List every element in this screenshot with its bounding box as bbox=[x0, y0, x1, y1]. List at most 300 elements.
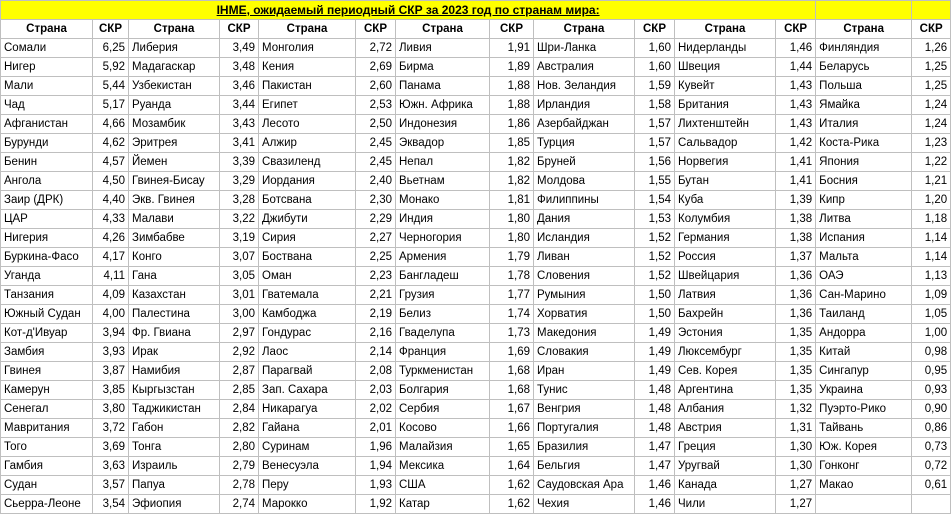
tfr-cell[interactable]: 2,14 bbox=[356, 343, 396, 362]
country-cell[interactable]: Косово bbox=[396, 419, 490, 438]
tfr-cell[interactable]: 3,39 bbox=[220, 153, 259, 172]
tfr-cell[interactable]: 4,17 bbox=[93, 248, 129, 267]
country-cell[interactable]: Гвинея bbox=[1, 362, 93, 381]
country-cell[interactable]: Ливан bbox=[534, 248, 635, 267]
country-cell[interactable]: Юж. Корея bbox=[816, 438, 912, 457]
tfr-cell[interactable]: 0,73 bbox=[912, 438, 951, 457]
header-tfr[interactable]: СКР bbox=[93, 20, 129, 39]
country-cell[interactable]: Азербайджан bbox=[534, 115, 635, 134]
country-cell[interactable]: Гана bbox=[129, 267, 220, 286]
tfr-cell[interactable]: 1,48 bbox=[635, 400, 675, 419]
tfr-cell[interactable]: 1,73 bbox=[490, 324, 534, 343]
tfr-cell[interactable]: 2,21 bbox=[356, 286, 396, 305]
country-cell[interactable]: Южн. Африка bbox=[396, 96, 490, 115]
country-cell[interactable]: Румыния bbox=[534, 286, 635, 305]
tfr-cell[interactable]: 1,44 bbox=[776, 58, 816, 77]
tfr-cell[interactable]: 2,02 bbox=[356, 400, 396, 419]
tfr-cell[interactable]: 2,03 bbox=[356, 381, 396, 400]
header-country[interactable]: Страна bbox=[396, 20, 490, 39]
tfr-cell[interactable]: 1,82 bbox=[490, 172, 534, 191]
header-country[interactable]: Страна bbox=[534, 20, 635, 39]
tfr-cell[interactable]: 1,49 bbox=[635, 324, 675, 343]
country-cell[interactable]: Перу bbox=[259, 476, 356, 495]
tfr-cell[interactable]: 0,72 bbox=[912, 457, 951, 476]
tfr-cell[interactable]: 3,41 bbox=[220, 134, 259, 153]
tfr-cell[interactable]: 1,60 bbox=[635, 58, 675, 77]
tfr-cell[interactable]: 2,27 bbox=[356, 229, 396, 248]
tfr-cell[interactable]: 2,19 bbox=[356, 305, 396, 324]
tfr-cell[interactable]: 1,27 bbox=[776, 476, 816, 495]
country-cell[interactable]: Мальта bbox=[816, 248, 912, 267]
country-cell[interactable]: Зимбабве bbox=[129, 229, 220, 248]
tfr-cell[interactable]: 5,17 bbox=[93, 96, 129, 115]
country-cell[interactable]: Непал bbox=[396, 153, 490, 172]
country-cell[interactable]: Фр. Гвиана bbox=[129, 324, 220, 343]
country-cell[interactable]: Бруней bbox=[534, 153, 635, 172]
tfr-cell[interactable]: 4,40 bbox=[93, 191, 129, 210]
country-cell[interactable]: Словения bbox=[534, 267, 635, 286]
tfr-cell[interactable]: 2,79 bbox=[220, 457, 259, 476]
tfr-cell[interactable]: 1,35 bbox=[776, 362, 816, 381]
tfr-cell[interactable]: 1,50 bbox=[635, 286, 675, 305]
country-cell[interactable]: Йемен bbox=[129, 153, 220, 172]
country-cell[interactable]: Камерун bbox=[1, 381, 93, 400]
country-cell[interactable]: Заир (ДРК) bbox=[1, 191, 93, 210]
tfr-cell[interactable]: 2,53 bbox=[356, 96, 396, 115]
country-cell[interactable]: Чад bbox=[1, 96, 93, 115]
country-cell[interactable]: Франция bbox=[396, 343, 490, 362]
country-cell[interactable]: Сальвадор bbox=[675, 134, 776, 153]
country-cell[interactable]: Судан bbox=[1, 476, 93, 495]
tfr-cell[interactable]: 2,23 bbox=[356, 267, 396, 286]
country-cell[interactable]: Гватемала bbox=[259, 286, 356, 305]
country-cell[interactable]: Кот-д'Ивуар bbox=[1, 324, 93, 343]
tfr-cell[interactable]: 4,62 bbox=[93, 134, 129, 153]
country-cell[interactable]: Замбия bbox=[1, 343, 93, 362]
country-cell[interactable]: Швеция bbox=[675, 58, 776, 77]
country-cell[interactable]: Венесуэла bbox=[259, 457, 356, 476]
country-cell[interactable]: Македония bbox=[534, 324, 635, 343]
tfr-cell[interactable]: 1,31 bbox=[776, 419, 816, 438]
header-country[interactable]: Страна bbox=[675, 20, 776, 39]
country-cell[interactable]: Бирма bbox=[396, 58, 490, 77]
tfr-cell[interactable]: 1,48 bbox=[635, 381, 675, 400]
tfr-cell[interactable]: 1,60 bbox=[635, 39, 675, 58]
country-cell[interactable]: Черногория bbox=[396, 229, 490, 248]
tfr-cell[interactable]: 1,30 bbox=[776, 457, 816, 476]
tfr-cell[interactable]: 3,93 bbox=[93, 343, 129, 362]
country-cell[interactable]: Намибия bbox=[129, 362, 220, 381]
tfr-cell[interactable]: 1,35 bbox=[776, 343, 816, 362]
tfr-cell[interactable]: 1,78 bbox=[490, 267, 534, 286]
tfr-cell[interactable]: 1,21 bbox=[912, 172, 951, 191]
country-cell[interactable]: Сев. Корея bbox=[675, 362, 776, 381]
country-cell[interactable]: Беларусь bbox=[816, 58, 912, 77]
sheet-title[interactable]: IHME, ожидаемый периодный СКР за 2023 год по странам мира: bbox=[1, 1, 816, 20]
country-cell[interactable]: Афганистан bbox=[1, 115, 93, 134]
header-country[interactable]: Страна bbox=[816, 20, 912, 39]
header-tfr[interactable]: СКР bbox=[220, 20, 259, 39]
tfr-cell[interactable]: 1,68 bbox=[490, 362, 534, 381]
tfr-cell[interactable]: 4,00 bbox=[93, 305, 129, 324]
tfr-cell[interactable]: 2,74 bbox=[220, 495, 259, 514]
tfr-cell[interactable]: 1,58 bbox=[635, 96, 675, 115]
tfr-cell[interactable]: 1,88 bbox=[490, 77, 534, 96]
header-tfr[interactable]: СКР bbox=[912, 20, 951, 39]
tfr-cell[interactable]: 1,80 bbox=[490, 229, 534, 248]
tfr-cell[interactable]: 0,93 bbox=[912, 381, 951, 400]
country-cell[interactable]: Британия bbox=[675, 96, 776, 115]
tfr-cell[interactable]: 2,82 bbox=[220, 419, 259, 438]
country-cell[interactable]: Малайзия bbox=[396, 438, 490, 457]
country-cell[interactable]: Финляндия bbox=[816, 39, 912, 58]
tfr-cell[interactable]: 3,57 bbox=[93, 476, 129, 495]
tfr-cell[interactable]: 1,91 bbox=[490, 39, 534, 58]
country-cell[interactable]: Лихтенштейн bbox=[675, 115, 776, 134]
tfr-cell[interactable]: 3,80 bbox=[93, 400, 129, 419]
country-cell[interactable]: Грузия bbox=[396, 286, 490, 305]
header-tfr[interactable]: СКР bbox=[776, 20, 816, 39]
tfr-cell[interactable]: 1,27 bbox=[776, 495, 816, 514]
tfr-cell[interactable]: 1,36 bbox=[776, 267, 816, 286]
tfr-cell[interactable]: 3,63 bbox=[93, 457, 129, 476]
country-cell[interactable]: Канада bbox=[675, 476, 776, 495]
tfr-cell[interactable]: 1,62 bbox=[490, 495, 534, 514]
tfr-cell[interactable]: 1,94 bbox=[356, 457, 396, 476]
country-cell[interactable]: Ирак bbox=[129, 343, 220, 362]
country-cell[interactable]: Бахрейн bbox=[675, 305, 776, 324]
tfr-cell[interactable]: 6,25 bbox=[93, 39, 129, 58]
tfr-cell[interactable]: 1,41 bbox=[776, 153, 816, 172]
tfr-cell[interactable]: 3,05 bbox=[220, 267, 259, 286]
tfr-cell[interactable]: 0,86 bbox=[912, 419, 951, 438]
country-cell[interactable]: Кыргызстан bbox=[129, 381, 220, 400]
tfr-cell[interactable]: 1,82 bbox=[490, 153, 534, 172]
country-cell[interactable]: Зап. Сахара bbox=[259, 381, 356, 400]
tfr-cell[interactable]: 1,56 bbox=[635, 153, 675, 172]
tfr-cell[interactable]: 2,16 bbox=[356, 324, 396, 343]
country-cell[interactable]: Мозамбик bbox=[129, 115, 220, 134]
country-cell[interactable]: Мали bbox=[1, 77, 93, 96]
tfr-cell[interactable]: 2,69 bbox=[356, 58, 396, 77]
tfr-cell[interactable]: 0,98 bbox=[912, 343, 951, 362]
tfr-cell[interactable]: 2,84 bbox=[220, 400, 259, 419]
tfr-cell[interactable]: 1,48 bbox=[635, 419, 675, 438]
tfr-cell[interactable]: 2,45 bbox=[356, 153, 396, 172]
tfr-cell[interactable]: 3,49 bbox=[220, 39, 259, 58]
country-cell[interactable]: Аргентина bbox=[675, 381, 776, 400]
country-cell[interactable]: Норвегия bbox=[675, 153, 776, 172]
tfr-cell[interactable]: 1,25 bbox=[912, 58, 951, 77]
country-cell[interactable]: Палестина bbox=[129, 305, 220, 324]
country-cell[interactable]: Пуэрто-Рико bbox=[816, 400, 912, 419]
country-cell[interactable]: США bbox=[396, 476, 490, 495]
tfr-cell[interactable]: 1,46 bbox=[635, 476, 675, 495]
country-cell[interactable]: Израиль bbox=[129, 457, 220, 476]
country-cell[interactable]: Чили bbox=[675, 495, 776, 514]
country-cell[interactable]: Бутан bbox=[675, 172, 776, 191]
country-cell[interactable]: Туркменистан bbox=[396, 362, 490, 381]
country-cell[interactable]: Таджикистан bbox=[129, 400, 220, 419]
tfr-cell[interactable]: 1,43 bbox=[776, 77, 816, 96]
country-cell[interactable]: Колумбия bbox=[675, 210, 776, 229]
tfr-cell[interactable]: 1,77 bbox=[490, 286, 534, 305]
country-cell[interactable]: Эфиопия bbox=[129, 495, 220, 514]
tfr-cell[interactable]: 1,53 bbox=[635, 210, 675, 229]
country-cell[interactable]: Исландия bbox=[534, 229, 635, 248]
tfr-cell[interactable]: 0,95 bbox=[912, 362, 951, 381]
tfr-cell[interactable]: 1,46 bbox=[776, 39, 816, 58]
country-cell[interactable]: Сан-Марино bbox=[816, 286, 912, 305]
tfr-cell[interactable]: 2,25 bbox=[356, 248, 396, 267]
country-cell[interactable]: Эквадор bbox=[396, 134, 490, 153]
country-cell[interactable]: Камбоджа bbox=[259, 305, 356, 324]
country-cell[interactable]: Катар bbox=[396, 495, 490, 514]
tfr-cell[interactable]: 1,59 bbox=[635, 77, 675, 96]
country-cell[interactable]: Индонезия bbox=[396, 115, 490, 134]
tfr-cell[interactable]: 3,22 bbox=[220, 210, 259, 229]
tfr-cell[interactable]: 3,72 bbox=[93, 419, 129, 438]
country-cell[interactable]: Ботсвана bbox=[259, 191, 356, 210]
tfr-cell[interactable]: 0,90 bbox=[912, 400, 951, 419]
tfr-cell[interactable]: 1,39 bbox=[776, 191, 816, 210]
country-cell[interactable]: Сьерра-Леоне bbox=[1, 495, 93, 514]
country-cell[interactable]: Ямайка bbox=[816, 96, 912, 115]
tfr-cell[interactable]: 1,65 bbox=[490, 438, 534, 457]
tfr-cell[interactable]: 4,66 bbox=[93, 115, 129, 134]
country-cell[interactable]: Германия bbox=[675, 229, 776, 248]
country-cell[interactable]: Парагвай bbox=[259, 362, 356, 381]
country-cell[interactable]: Оман bbox=[259, 267, 356, 286]
country-cell[interactable]: Вьетнам bbox=[396, 172, 490, 191]
country-cell[interactable]: Армения bbox=[396, 248, 490, 267]
country-cell[interactable]: Алжир bbox=[259, 134, 356, 153]
tfr-cell[interactable]: 3,94 bbox=[93, 324, 129, 343]
country-cell[interactable]: Лесото bbox=[259, 115, 356, 134]
tfr-cell[interactable]: 3,69 bbox=[93, 438, 129, 457]
country-cell[interactable]: Уругвай bbox=[675, 457, 776, 476]
empty-cell[interactable] bbox=[912, 1, 951, 20]
tfr-cell[interactable]: 1,79 bbox=[490, 248, 534, 267]
tfr-cell[interactable]: 1,69 bbox=[490, 343, 534, 362]
country-cell[interactable]: Бразилия bbox=[534, 438, 635, 457]
tfr-cell[interactable]: 1,46 bbox=[635, 495, 675, 514]
country-cell[interactable]: Гайана bbox=[259, 419, 356, 438]
country-cell[interactable]: Гвинея-Бисау bbox=[129, 172, 220, 191]
country-cell[interactable]: Ливия bbox=[396, 39, 490, 58]
country-cell[interactable]: Ангола bbox=[1, 172, 93, 191]
tfr-cell[interactable]: 1,22 bbox=[912, 153, 951, 172]
country-cell[interactable]: Пакистан bbox=[259, 77, 356, 96]
tfr-cell[interactable]: 1,41 bbox=[776, 172, 816, 191]
tfr-cell[interactable]: 1,43 bbox=[776, 96, 816, 115]
country-cell[interactable]: Буркина-Фасо bbox=[1, 248, 93, 267]
tfr-cell[interactable]: 1,09 bbox=[912, 286, 951, 305]
tfr-cell[interactable]: 5,92 bbox=[93, 58, 129, 77]
tfr-cell[interactable]: 3,85 bbox=[93, 381, 129, 400]
country-cell[interactable]: Швейцария bbox=[675, 267, 776, 286]
tfr-cell[interactable]: 3,87 bbox=[93, 362, 129, 381]
tfr-cell[interactable]: 2,01 bbox=[356, 419, 396, 438]
country-cell[interactable]: Испания bbox=[816, 229, 912, 248]
tfr-cell[interactable]: 2,97 bbox=[220, 324, 259, 343]
country-cell[interactable]: Шри-Ланка bbox=[534, 39, 635, 58]
country-cell[interactable]: Чехия bbox=[534, 495, 635, 514]
country-cell[interactable]: Мавритания bbox=[1, 419, 93, 438]
tfr-cell[interactable]: 1,47 bbox=[635, 438, 675, 457]
country-cell[interactable]: Гваделупа bbox=[396, 324, 490, 343]
tfr-cell[interactable]: 1,66 bbox=[490, 419, 534, 438]
country-cell[interactable]: Египет bbox=[259, 96, 356, 115]
tfr-cell[interactable]: 1,37 bbox=[776, 248, 816, 267]
country-cell[interactable]: Сенегал bbox=[1, 400, 93, 419]
tfr-cell[interactable]: 1,00 bbox=[912, 324, 951, 343]
tfr-cell[interactable]: 1,81 bbox=[490, 191, 534, 210]
header-tfr[interactable]: СКР bbox=[490, 20, 534, 39]
tfr-cell[interactable]: 1,50 bbox=[635, 305, 675, 324]
tfr-cell[interactable]: 1,35 bbox=[776, 381, 816, 400]
tfr-cell[interactable]: 1,49 bbox=[635, 343, 675, 362]
country-cell[interactable]: Гамбия bbox=[1, 457, 93, 476]
country-cell[interactable]: Руанда bbox=[129, 96, 220, 115]
country-cell[interactable]: Австралия bbox=[534, 58, 635, 77]
tfr-cell[interactable]: 4,33 bbox=[93, 210, 129, 229]
tfr-cell[interactable]: 2,40 bbox=[356, 172, 396, 191]
country-cell[interactable]: Монако bbox=[396, 191, 490, 210]
tfr-cell[interactable]: 4,09 bbox=[93, 286, 129, 305]
country-cell[interactable]: Нов. Зеландия bbox=[534, 77, 635, 96]
tfr-cell[interactable]: 1,05 bbox=[912, 305, 951, 324]
tfr-cell[interactable]: 1,36 bbox=[776, 305, 816, 324]
header-tfr[interactable]: СКР bbox=[356, 20, 396, 39]
country-cell[interactable]: Сингапур bbox=[816, 362, 912, 381]
tfr-cell[interactable]: 1,49 bbox=[635, 362, 675, 381]
tfr-cell[interactable]: 3,00 bbox=[220, 305, 259, 324]
country-cell[interactable] bbox=[816, 495, 912, 514]
tfr-cell[interactable]: 1,38 bbox=[776, 229, 816, 248]
country-cell[interactable]: Гонконг bbox=[816, 457, 912, 476]
country-cell[interactable]: Андорра bbox=[816, 324, 912, 343]
country-cell[interactable]: Боствана bbox=[259, 248, 356, 267]
country-cell[interactable]: Таиланд bbox=[816, 305, 912, 324]
country-cell[interactable]: ОАЭ bbox=[816, 267, 912, 286]
tfr-cell[interactable]: 1,52 bbox=[635, 267, 675, 286]
country-cell[interactable]: Ирландия bbox=[534, 96, 635, 115]
country-cell[interactable]: Италия bbox=[816, 115, 912, 134]
country-cell[interactable]: Нигер bbox=[1, 58, 93, 77]
tfr-cell[interactable]: 2,78 bbox=[220, 476, 259, 495]
country-cell[interactable]: Кения bbox=[259, 58, 356, 77]
country-cell[interactable]: Южный Судан bbox=[1, 305, 93, 324]
tfr-cell[interactable]: 2,50 bbox=[356, 115, 396, 134]
tfr-cell[interactable]: 3,48 bbox=[220, 58, 259, 77]
country-cell[interactable]: Эритрея bbox=[129, 134, 220, 153]
tfr-cell[interactable]: 1,52 bbox=[635, 248, 675, 267]
country-cell[interactable]: Россия bbox=[675, 248, 776, 267]
tfr-cell[interactable]: 4,11 bbox=[93, 267, 129, 286]
tfr-cell[interactable]: 1,42 bbox=[776, 134, 816, 153]
header-country[interactable]: Страна bbox=[1, 20, 93, 39]
tfr-cell[interactable]: 4,26 bbox=[93, 229, 129, 248]
tfr-cell[interactable]: 2,30 bbox=[356, 191, 396, 210]
country-cell[interactable]: Нигерия bbox=[1, 229, 93, 248]
tfr-cell[interactable]: 1,24 bbox=[912, 96, 951, 115]
tfr-cell[interactable]: 1,93 bbox=[356, 476, 396, 495]
country-cell[interactable]: Бенин bbox=[1, 153, 93, 172]
country-cell[interactable]: Малави bbox=[129, 210, 220, 229]
country-cell[interactable]: Босния bbox=[816, 172, 912, 191]
tfr-cell[interactable]: 1,26 bbox=[912, 39, 951, 58]
country-cell[interactable]: Нидерланды bbox=[675, 39, 776, 58]
tfr-cell[interactable]: 1,57 bbox=[635, 134, 675, 153]
tfr-cell[interactable]: 3,43 bbox=[220, 115, 259, 134]
tfr-cell[interactable]: 1,80 bbox=[490, 210, 534, 229]
country-cell[interactable]: Белиз bbox=[396, 305, 490, 324]
tfr-cell[interactable]: 0,61 bbox=[912, 476, 951, 495]
country-cell[interactable]: Тонга bbox=[129, 438, 220, 457]
tfr-cell[interactable]: 2,08 bbox=[356, 362, 396, 381]
country-cell[interactable]: Сомали bbox=[1, 39, 93, 58]
country-cell[interactable]: Кипр bbox=[816, 191, 912, 210]
tfr-cell[interactable]: 2,29 bbox=[356, 210, 396, 229]
country-cell[interactable]: Хорватия bbox=[534, 305, 635, 324]
country-cell[interactable]: Латвия bbox=[675, 286, 776, 305]
country-cell[interactable]: Дания bbox=[534, 210, 635, 229]
tfr-cell[interactable]: 1,92 bbox=[356, 495, 396, 514]
tfr-cell[interactable]: 1,62 bbox=[490, 476, 534, 495]
country-cell[interactable]: Кувейт bbox=[675, 77, 776, 96]
country-cell[interactable]: Иордания bbox=[259, 172, 356, 191]
country-cell[interactable]: Люксембург bbox=[675, 343, 776, 362]
country-cell[interactable]: Тунис bbox=[534, 381, 635, 400]
tfr-cell[interactable]: 1,64 bbox=[490, 457, 534, 476]
tfr-cell[interactable]: 1,68 bbox=[490, 381, 534, 400]
country-cell[interactable]: Монголия bbox=[259, 39, 356, 58]
country-cell[interactable]: Болгария bbox=[396, 381, 490, 400]
country-cell[interactable]: Молдова bbox=[534, 172, 635, 191]
tfr-cell[interactable]: 2,85 bbox=[220, 381, 259, 400]
tfr-cell[interactable]: 1,25 bbox=[912, 77, 951, 96]
country-cell[interactable]: Эстония bbox=[675, 324, 776, 343]
tfr-cell[interactable]: 4,50 bbox=[93, 172, 129, 191]
tfr-cell[interactable]: 1,57 bbox=[635, 115, 675, 134]
tfr-cell[interactable]: 1,54 bbox=[635, 191, 675, 210]
country-cell[interactable]: Того bbox=[1, 438, 93, 457]
tfr-cell[interactable]: 1,88 bbox=[490, 96, 534, 115]
tfr-cell[interactable]: 3,46 bbox=[220, 77, 259, 96]
country-cell[interactable]: Никарагуа bbox=[259, 400, 356, 419]
country-cell[interactable]: Бельгия bbox=[534, 457, 635, 476]
tfr-cell[interactable]: 1,38 bbox=[776, 210, 816, 229]
tfr-cell[interactable]: 3,29 bbox=[220, 172, 259, 191]
country-cell[interactable]: Гондурас bbox=[259, 324, 356, 343]
tfr-cell[interactable]: 1,55 bbox=[635, 172, 675, 191]
country-cell[interactable]: Саудовская Ара bbox=[534, 476, 635, 495]
tfr-cell[interactable]: 2,60 bbox=[356, 77, 396, 96]
country-cell[interactable]: Австрия bbox=[675, 419, 776, 438]
tfr-cell[interactable]: 3,44 bbox=[220, 96, 259, 115]
country-cell[interactable]: Китай bbox=[816, 343, 912, 362]
country-cell[interactable]: Польша bbox=[816, 77, 912, 96]
country-cell[interactable]: Суринам bbox=[259, 438, 356, 457]
tfr-cell[interactable]: 2,87 bbox=[220, 362, 259, 381]
country-cell[interactable]: Сербия bbox=[396, 400, 490, 419]
country-cell[interactable]: ЦАР bbox=[1, 210, 93, 229]
tfr-cell[interactable]: 1,43 bbox=[776, 115, 816, 134]
country-cell[interactable]: Мексика bbox=[396, 457, 490, 476]
country-cell[interactable]: Албания bbox=[675, 400, 776, 419]
tfr-cell[interactable]: 1,85 bbox=[490, 134, 534, 153]
